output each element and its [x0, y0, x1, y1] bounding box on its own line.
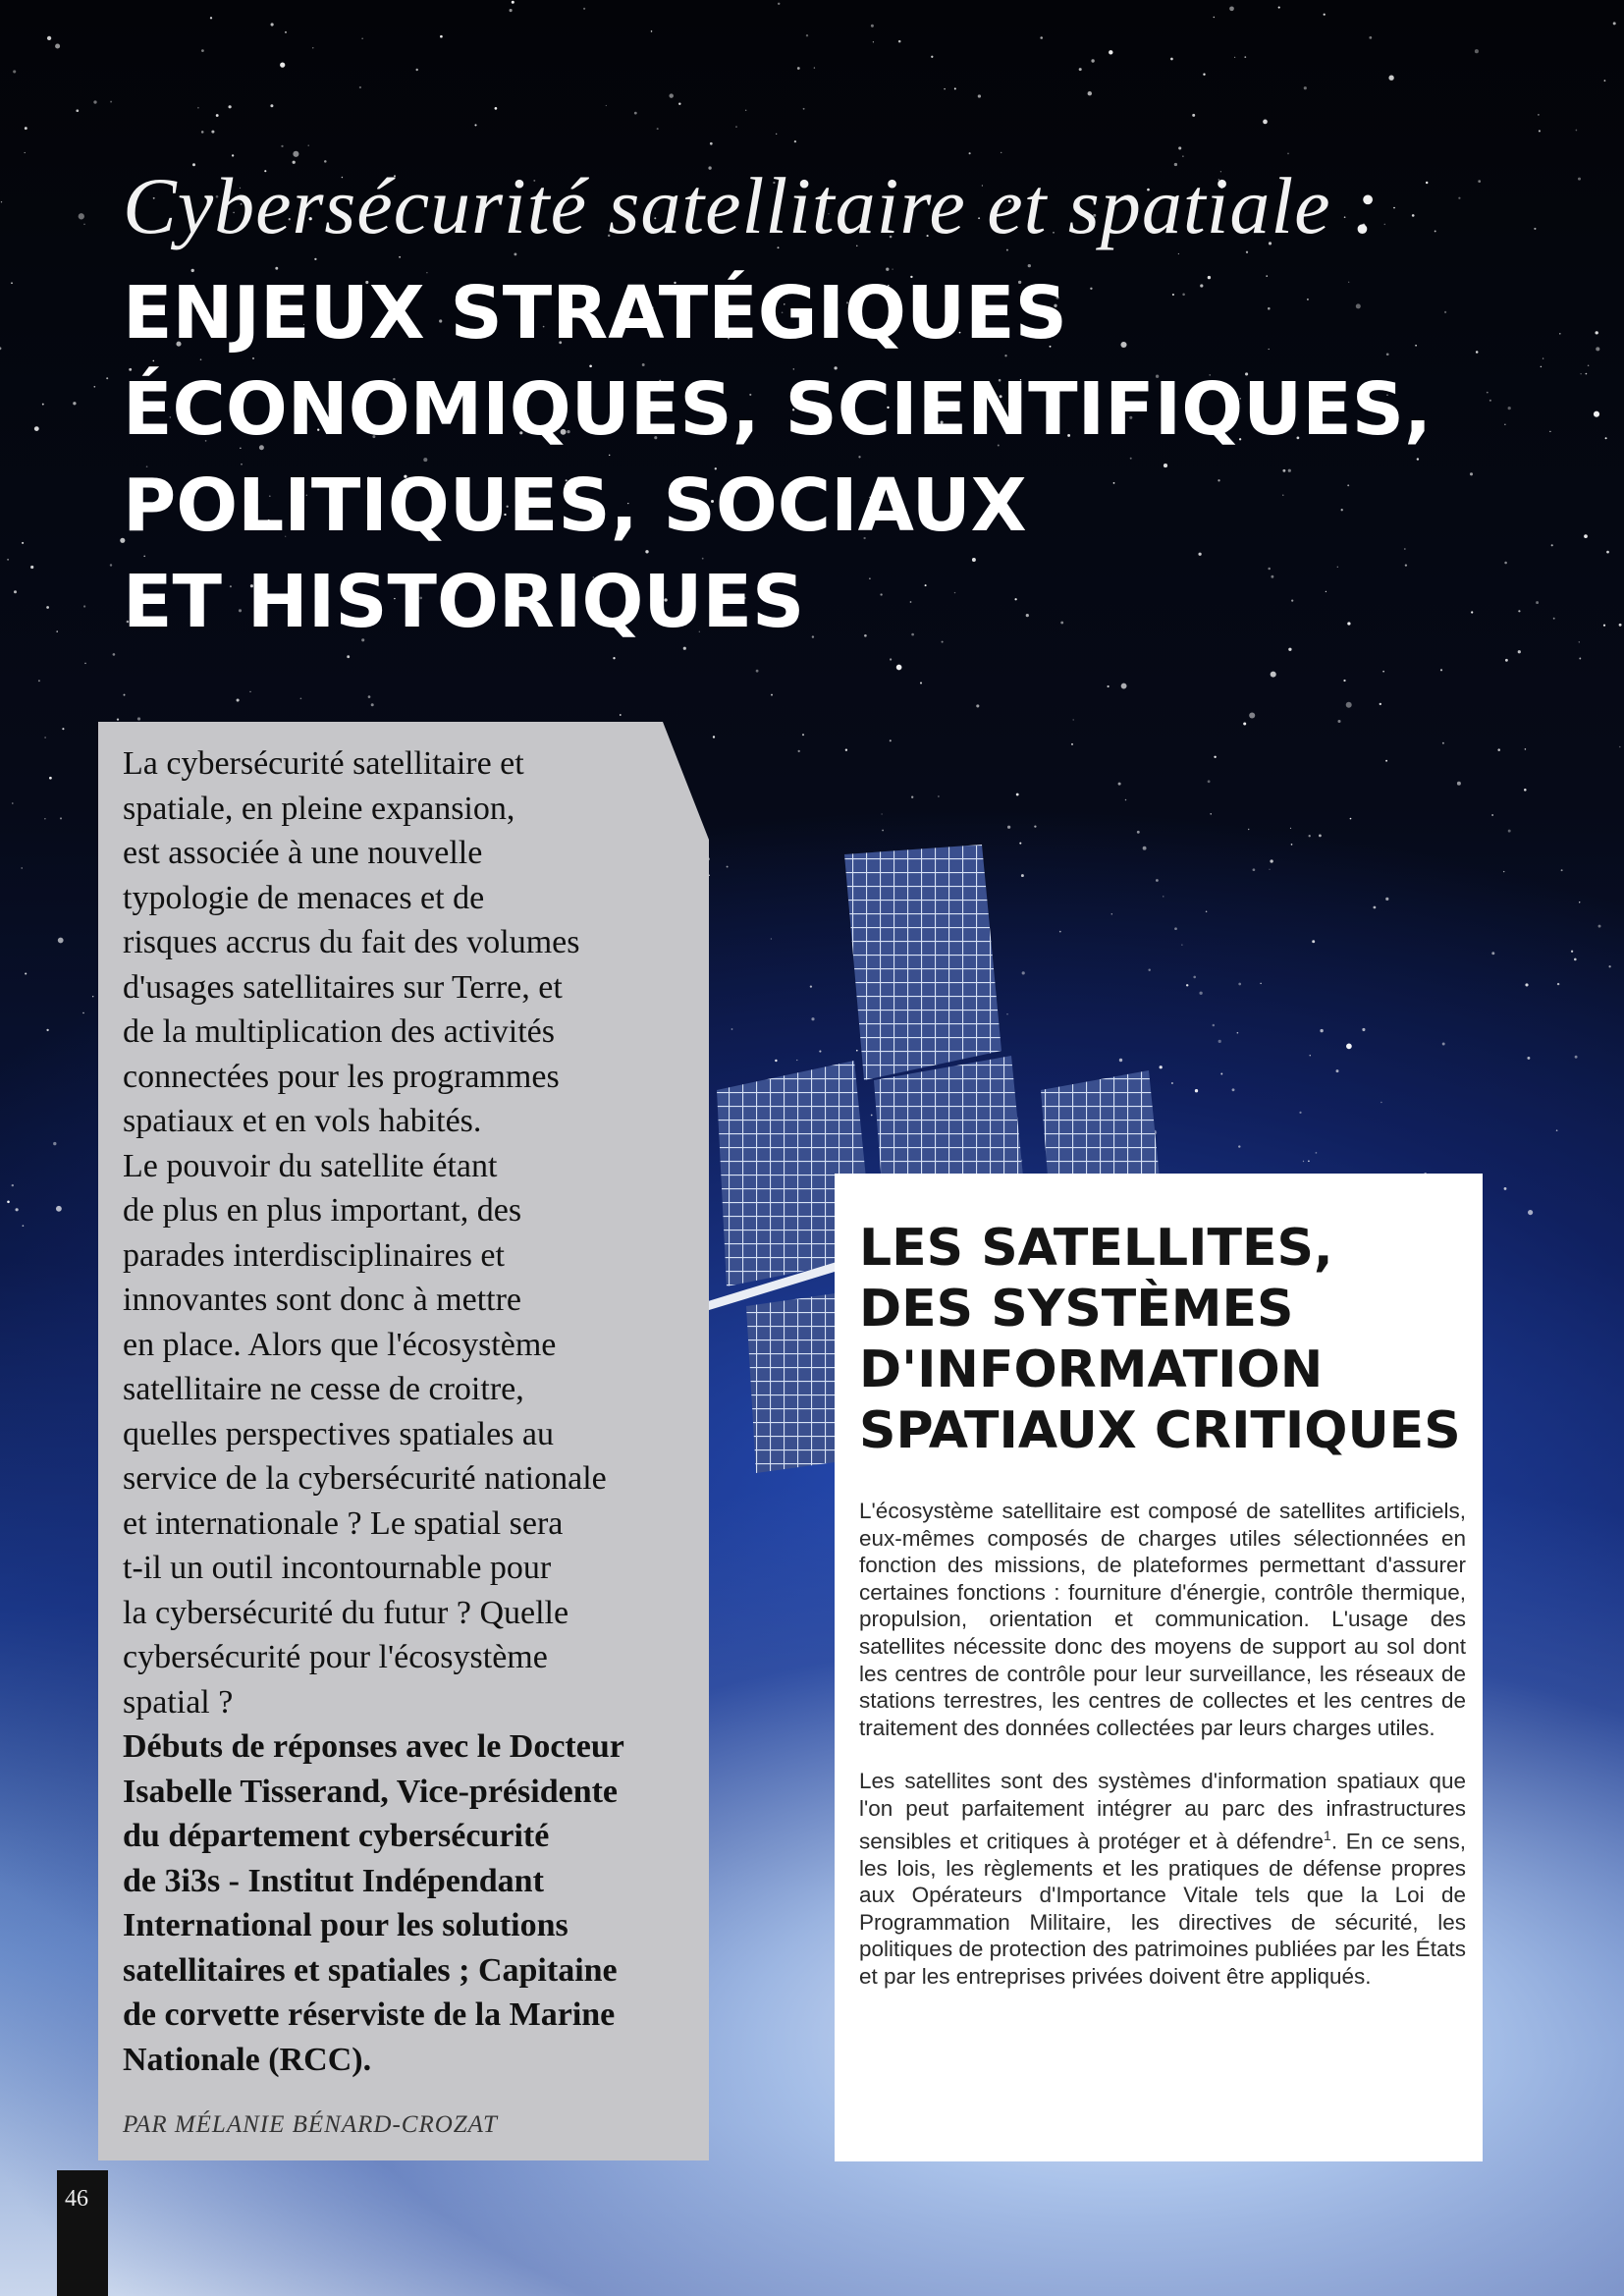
article-heading-line: LES SATELLITES, [859, 1219, 1333, 1278]
article-paragraph-2 [859, 1768, 1466, 1990]
article-heading-line: DES SYSTÈMES [859, 1280, 1294, 1339]
byline: PAR MÉLANIE BÉNARD-CROZAT [123, 2111, 498, 2138]
article-body [859, 1498, 1466, 2017]
main-title [123, 265, 1546, 650]
article-paragraph-2-text-a: Les satellites sont des systèmes d'information spatiaux que l'on peut parfaitement intégrer au parc des infrastructures sensibles et critiques à protéger et à défendre [859, 1769, 1466, 1854]
article-heading [859, 1218, 1468, 1461]
title-kicker: Cybersécurité satellitaire et spatiale : [123, 161, 1380, 250]
footnote-ref[interactable]: 1 [1324, 1827, 1331, 1843]
intro-author-paragraph: Débuts de réponses avec le Docteur Isabelle Tisserand, Vice-présidente du département cybersécurité de 3i3s - Institut Indépendant International pour les solutions satellitaires et spatiales ; Capitaine de corvette réserviste de la Marine Nationale (RCC). [123, 1728, 624, 2078]
main-title-line: ÉCONOMIQUES, SCIENTIFIQUES, [123, 367, 1433, 452]
main-title-line: ENJEUX STRATÉGIQUES [123, 271, 1067, 355]
intro-paragraph: La cybersécurité satellitaire et spatiale, en pleine expansion, est associée à une nouvelle typologie de menaces et de risques accrus du fait des volumes d'usages satellitaires sur Terre, et de la multiplication des activités connectées pour les programmes spatiaux et en vols habités. Le pouvoir du satellite étant de plus en plus important, des parades interdisciplinaires et innovantes sont donc à mettre en place. Alors que l'écosystème satellitaire ne cesse de croitre, quelles perspectives spatiales au service de la cybersécurité nationale et internationale ? Le spatial sera t-il un outil incontournable pour la cybersécurité du futur ? Quelle cybersécurité pour l'écosystème spatial ? [123, 745, 607, 1721]
page-number: 46 [65, 2186, 88, 2212]
intro-text-block [123, 741, 702, 2082]
article-paragraph-1: L'écosystème satellitaire est composé de satellites artificiels, eux-mêmes composés de charges utiles sélectionnées en fonction des missions, de plateformes permettant d'assurer certaines fonctions : fourniture d'énergie, contrôle thermique, propulsion, orientation et communication. L'usage des satellites nécessite donc des moyens de support au sol dont les centres de contrôle pour leur surveillance, les réseaux de stations terrestres, les centres de collectes et les centres de traitement des données collectées par leurs charges utiles. [859, 1499, 1466, 1740]
article-paragraph-2-text-b: . En ce sens, les lois, les règlements et les pratiques de défense propres aux Opérateurs d'Importance Vitale tels que la Loi de Programmation Militaire, les directives de sécurité, les politiques de protection des patrimoines publiées par les États et par les entreprises privées doivent être appliqués. [859, 1829, 1466, 1989]
page-number-tab [57, 2170, 108, 2296]
main-title-line: POLITIQUES, SOCIAUX [123, 464, 1027, 548]
main-title-line: ET HISTORIQUES [123, 560, 805, 644]
article-heading-line: SPATIAUX CRITIQUES [859, 1401, 1461, 1460]
article-heading-line: D'INFORMATION [859, 1340, 1324, 1399]
